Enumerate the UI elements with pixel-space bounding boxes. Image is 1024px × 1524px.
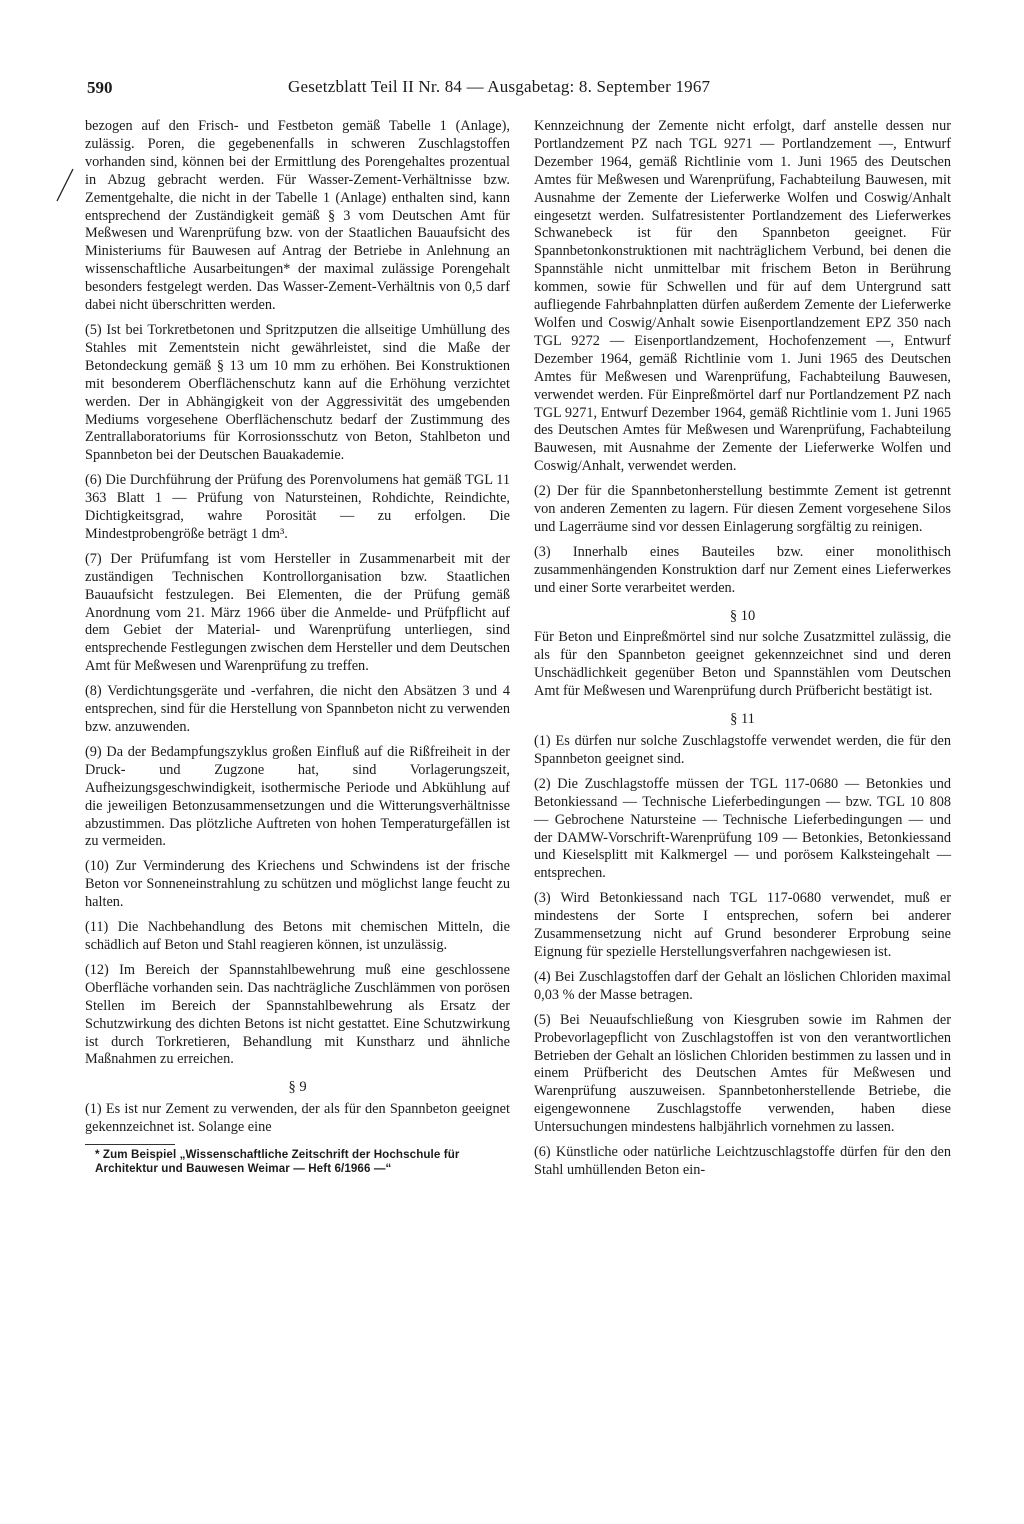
section-9-paragraph-2: (2) Der für die Spannbetonherstellung bestimmte Zement ist getrennt von anderen Zementen zu lagern. Für diesen Zement vorgesehene Silos und Lagerräume sind vor dessen Einlagerung sorgfältig zu reinigen. (534, 483, 951, 535)
section-9-paragraph-3: (3) Innerhalb eines Bauteiles bzw. einer monolithisch zusammenhängenden Konstruktion darf nur Zement eines Lieferwerkes und einer Sorte verarbeitet werden. (534, 543, 951, 596)
section-heading-10: § 10 (729, 607, 756, 624)
paragraph: bezogen auf den Frisch- und Festbeton gemäß Tabelle 1 (Anlage), zulässig. Poren, die gegebenenfalls in schweren Zuschlagstoffen vorhanden sind, können bei der Ermittlung des Porengehaltes prozentual in Abzug gebracht werden. Für Wasser-Zement-Verhältnisse bzw. Zementgehalte, die nicht in der Tabelle 1 (Anlage) enthalten sind, kann entsprechend der Zuständigkeit gemäß § 3 vom Deutschen Amt für Meßwesen und Warenprüfung bzw. von der Staatlichen Bauaufsicht des Ministeriums für Bauwesen auf Antrag der Betriebe in Anlehnung an wissenschaftliche Ausarbeitungen* der maximal zulässige Porengehalt besonders festgelegt werden. Das Wasser-Zement-Verhältnis von 0,5 darf dabei nicht überschritten werden. (85, 118, 510, 314)
section-11-paragraph-5: (5) Bei Neuaufschließung von Kiesgruben sowie im Rahmen der Probevorlagepflicht von Zuschlagstoffen ist von den verantwortlichen Betrieben der Gehalt an löslichen Chloriden bestimmen zu lassen und in einem Prüfbericht des Deutschen Amtes für Meßwesen und Warenprüfung auszuweisen. Spannbetonherstellende Betriebe, die eigengewonnene Zuschlagstoffe verwenden, haben diese Untersuchungen mindestens halbjährlich vornehmen zu lassen. (534, 1011, 951, 1136)
section-11-paragraph-3: (3) Wird Betonkiessand nach TGL 117-0680 verwendet, muß er mindestens der Sorte I entsprechen, sofern bei anderer Zusammensetzung nicht auf Grund besonderer Erprobung seine Eignung für spezielle Herstellungsverfahren nachgewiesen ist. (534, 890, 951, 960)
section-11-paragraph-1: (1) Es dürfen nur solche Zuschlagstoffe verwendet werden, die für den Spannbeton geeignet sind. (534, 733, 951, 767)
footnote-divider (85, 1144, 175, 1145)
page-header-title: Gesetzblatt Teil II Nr. 84 — Ausgabetag: 8. September 1967 (288, 77, 711, 96)
paragraph-11: (11) Die Nachbehandlung des Betons mit chemischen Mitteln, die schädlich auf Beton und Stahl reagieren können, ist unzulässig. (85, 919, 510, 953)
paragraph-9: (9) Da der Bedampfungszyklus großen Einfluß auf die Rißfreiheit in der Druck- und Zugzone hat, sind Vorlagerungszeit, Aufheizungsgeschwindigkeit, isothermische Periode und Abkühlung auf die jeweiligen Betonzusammensetzungen und die Witterungsverhältnisse abzustimmen. Das plötzliche Auftreten von hohen Temperaturgefällen ist zu vermeiden. (85, 743, 510, 850)
paragraph-10: (10) Zur Verminderung des Kriechens und Schwindens ist der frische Beton vor Sonneneinstrahlung zu schützen und möglichst lange feucht zu halten. (85, 858, 510, 911)
footnote: * Zum Beispiel „Wissenschaftliche Zeitschrift der Hochschule für Architektur und Bauwesen Weimar — Heft 6/1966 —“ (95, 1148, 460, 1175)
paragraph-5: (5) Ist bei Torkretbetonen und Spritzputzen die allseitige Umhüllung des Stahles mit Zementstein nicht gewährleistet, sind die Maße der Betondeckung gemäß § 13 um 10 mm zu erhöhen. Bei Konstruktionen mit besonderem Oberflächenschutz kann auf die Erhöhung verzichtet werden. Der in Abhängigkeit von der Aggressivität des umgebenden Mediums vorgesehene Oberflächenschutz bedarf der Zustimmung des Zentrallaboratoriums für Korrosionsschutz von Beton, Stahlbeton und Spannbeton bei der Deutschen Bauakademie. (85, 321, 510, 464)
paragraph-6: (6) Die Durchführung der Prüfung des Porenvolumens hat gemäß TGL 11 363 Blatt 1 — Prüfung von Natursteinen, Rohdichte, Reindichte, Dichtigkeitsgrad, wahre Porosität — zu erfolgen. Die Mindestprobengröße beträgt 1 dm³. (85, 472, 510, 542)
paragraph-8: (8) Verdichtungsgeräte und -verfahren, die nicht den Absätzen 3 und 4 entsprechen, sind für die Herstellung von Spannbeton nicht zu verwenden bzw. anzuwenden. (85, 683, 510, 735)
section-11-paragraph-6: (6) Künstliche oder natürliche Leichtzuschlagstoffe dürfen für den den Stahl umhüllenden Beton ein- (534, 1144, 951, 1178)
paragraph-7: (7) Der Prüfumfang ist vom Hersteller in Zusammenarbeit mit der zuständigen Technischen Kontrollorganisation bzw. Staatlichen Bauaufsicht festzulegen. Bei Elementen, die der Prüfung gemäß Anordnung vom 21. März 1966 über die Anmelde- und Prüfpflicht auf dem Gebiet der Material- und Warenprüfung unterliegen, sind entsprechende Festlegungen zwischen dem Hersteller und dem Deutschen Amt für Meßwesen und Warenprüfung zu treffen. (85, 550, 510, 675)
section-9-paragraph-1: (1) Es ist nur Zement zu verwenden, der als für den Spannbeton geeignet gekennzeichnet ist. Solange eine (85, 1101, 510, 1136)
left-column (85, 118, 510, 1175)
section-9-continuation: Kennzeichnung der Zemente nicht erfolgt, darf anstelle dessen nur Portlandzement PZ nach TGL 9271 — Portlandzement —, Entwurf Dezember 1964, gemäß Richtlinie vom 1. Juni 1965 des Deutschen Amtes für Meßwesen und Warenprüfung, Fachabteilung Bauwesen, mit Ausnahme der Zemente der Lieferwerke Wolfen und Coswig/Anhalt eingesetzt werden. Sulfatresistenter Portlandzement des Lieferwerkes Schwanebeck ist für den Spannbeton geeignet. Für Spannbetonkonstruktionen mit nachträglichem Verbund, bei denen die Spannstähle nicht unmittelbar mit frischem Beton in Berührung kommen, sowie für Schwellen und für auf dem Untergrund satt aufliegende Fahrbahnplatten dürfen außerdem Zemente der Lieferwerke Wolfen und Coswig/Anhalt sowie Eisenportlandzement EPZ 350 nach TGL 9272 — Eisenportlandzement, Hochofenzement —, Entwurf Dezember 1964, gemäß Richtlinie vom 1. Juni 1965 des Deutschen Amtes für Meßwesen und Warenprüfung, Fachabteilung Bauwesen, verwendet werden. Für Einpreßmörtel darf nur Portlandzement PZ nach TGL 9271, Entwurf Dezember 1964, gemäß Richtlinie vom 1. Juni 1965 des Deutschen Amtes für Meßwesen und Warenprüfung, Fachabteilung Bauwesen, mit Ausnahme der Zemente der Lieferwerke Wolfen und Coswig/Anhalt, verwendet werden. (534, 118, 951, 475)
paragraph-12: (12) Im Bereich der Spannstahlbewehrung muß eine geschlossene Oberfläche vorhanden sein. Das nachträgliche Zuschlämmen von porösen Stellen im Bereich der Spannstahlbewehrung als Ersatz der Schutzwirkung des dichten Betons ist nicht gestattet. Eine Schutzwirkung ist durch Torkretieren, Behandlung mit Kunstharz und ähnliche Maßnahmen zu erreichen. (85, 961, 510, 1068)
margin-pen-mark (56, 168, 74, 202)
right-column (534, 118, 951, 1187)
section-heading-11: § 11 (730, 711, 755, 728)
section-heading-9: § 9 (288, 1079, 307, 1096)
section-11-paragraph-2: (2) Die Zuschlagstoffe müssen der TGL 117-0680 — Betonkies und Betonkiessand — Technische Lieferbedingungen — bzw. TGL 10 808 — Gebrochene Natursteine — Technische Lieferbedingungen — und der DAMW-Vorschrift-Warenprüfung 109 — Betonkies, Betonkiessand und Kieselsplitt mit Kalkmergel — und porösem Kalksteingehalt — entsprechen. (534, 775, 951, 882)
page-number: 590 (87, 78, 113, 97)
section-11-paragraph-4: (4) Bei Zuschlagstoffen darf der Gehalt an löslichen Chloriden maximal 0,03 % der Masse betragen. (534, 968, 951, 1003)
section-10-paragraph: Für Beton und Einpreßmörtel sind nur solche Zusatzmittel zulässig, die als für den Spannbeton geeignet gekennzeichnet sind und deren Unschädlichkeit gegenüber Beton und Spannstählen vom Deutschen Amt für Meßwesen und Warenprüfung durch Prüfbericht bestätigt ist. (534, 629, 951, 700)
